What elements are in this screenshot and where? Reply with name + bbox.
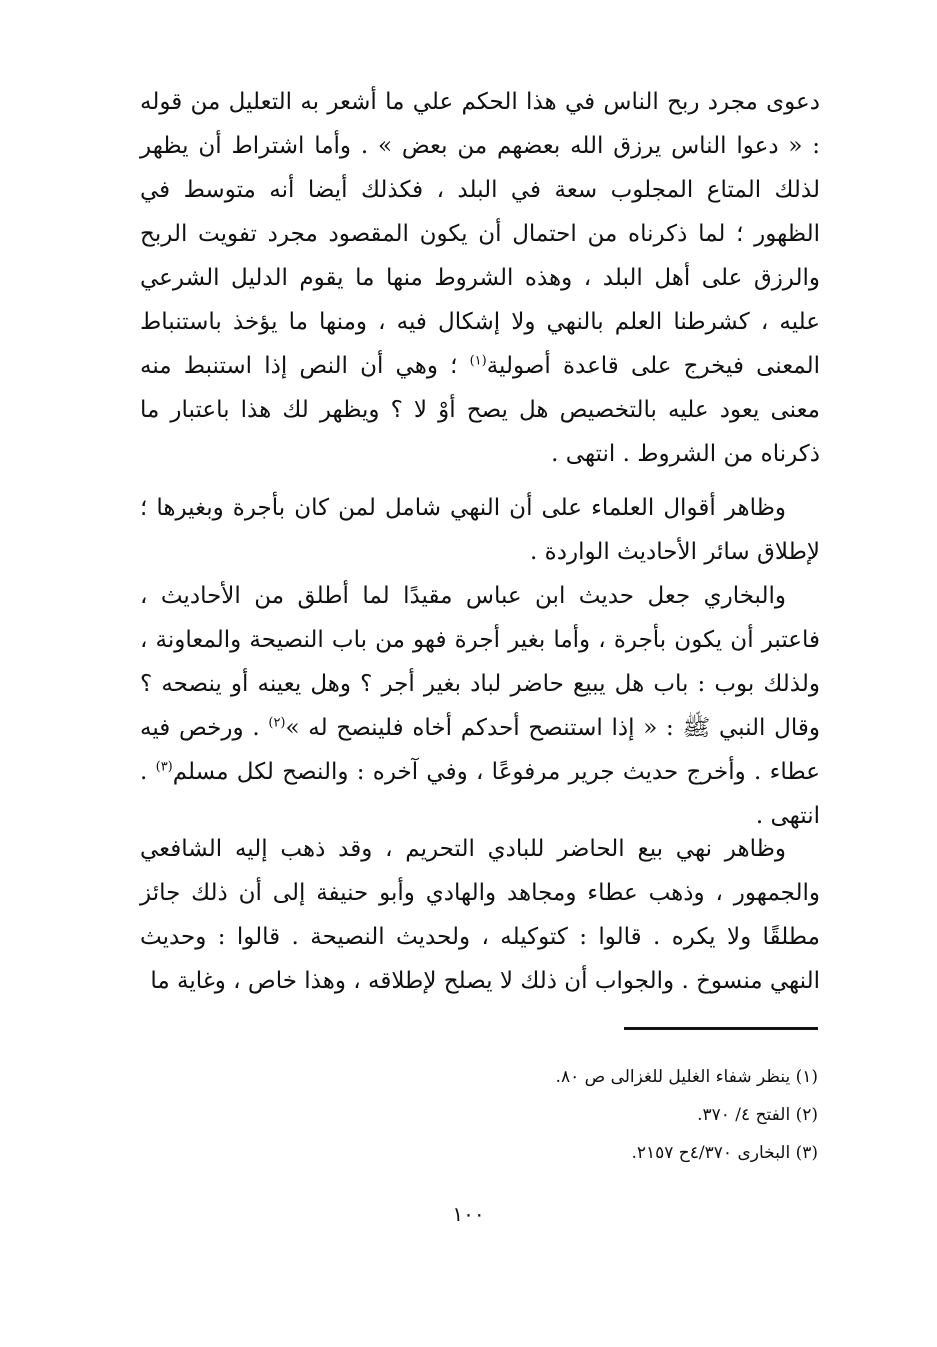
footnote-marker-3[interactable]: (٣) [155,759,173,775]
paragraph-4 [140,827,820,1003]
paragraph-3-text: والبخاري جعل حديث ابن عباس مقيدًا لما أطلق من الأحاديث ، فاعتبر أن يكون بأجرة ، وأما بغير أجرة فهو من باب النصيحة والمعاونة ، ولذلك بوب : باب هل يبيع حاضر لباد بغير أجر ؟ وهل يعينه أو ينصحه ؟ وقال النبي ﷺ : « إذا استنصح أحدكم أخاه فلينصح له » [140,583,820,741]
body-text-block-3 [140,827,820,1003]
paragraph-1 [140,80,820,476]
paragraph-3-text-after: . انتهى . [140,759,820,829]
paragraph-4-text: وظاهر نهي بيع الحاضر للبادي التحريم ، وقد ذهب إليه الشافعي والجمهور ، وذهب عطاء ومجاهد والهادي وأبو حنيفة إلى أن ذلك جائز مطلقًا ولا يكره . قالوا : كتوكيله ، ولحديث النصيحة . قالوا : وحديث النهي منسوخ . والجواب أن ذلك لا يصلح لإطلاقه ، وهذا خاص ، وغاية ما [140,836,820,994]
paragraph-2 [140,486,820,574]
body-text-block-1 [140,80,820,476]
paragraph-1-text-after: ؛ وهي أن النص إذا استنبط منه معنى يعود عليه بالتخصيص هل يصح أوْ لا ؟ ويظهر لك هذا باعتبار ما ذكرناه من الشروط . انتهى . [140,353,820,467]
footnote-2: (٢) الفتح ٤/ ٣٧٠. [697,1105,818,1125]
paragraph-3-text-mid: . ورخص فيه عطاء . وأخرج حديث جرير مرفوعًا ، وفي آخره : والنصح لكل مسلم [140,715,820,785]
paragraph-1-text: دعوى مجرد ربح الناس في هذا الحكم علي ما أشعر به التعليل من قوله : « دعوا الناس يرزق الله بعضهم من بعض » . وأما اشتراط أن يظهر لذلك المتاع المجلوب سعة في البلد ، فكذلك أيضا أنه متوسط في الظهور ؛ لما ذكرناه من احتمال أن يكون المقصود مجرد تفويت الربح والرزق على أهل البلد ، وهذه الشروط منها ما يقوم الدليل الشرعي عليه ، كشرطنا العلم بالنهي ولا إشكال فيه ، ومنها ما يؤخذ باستنباط المعنى فيخرج على قاعدة أصولية [140,89,820,379]
footnote-marker-2[interactable]: (٢) [268,715,286,731]
footnote-marker-1[interactable]: (١) [469,353,487,369]
footnotes [300,1058,818,1172]
footnote-separator-rule [624,1027,818,1030]
paragraph-3 [140,574,820,838]
page-number: ١٠٠ [452,1202,485,1226]
footnote-1: (١) ينظر شفاء الغليل للغزالى ص ٨٠. [555,1067,818,1087]
paragraph-2-text: وظاهر أقوال العلماء على أن النهي شامل لمن كان بأجرة وبغيرها ؛ لإطلاق سائر الأحاديث الواردة . [140,495,820,565]
footnote-3: (٣) البخارى ٤/٣٧٠ح ٢١٥٧. [631,1143,818,1163]
body-text-block-2 [140,486,820,838]
